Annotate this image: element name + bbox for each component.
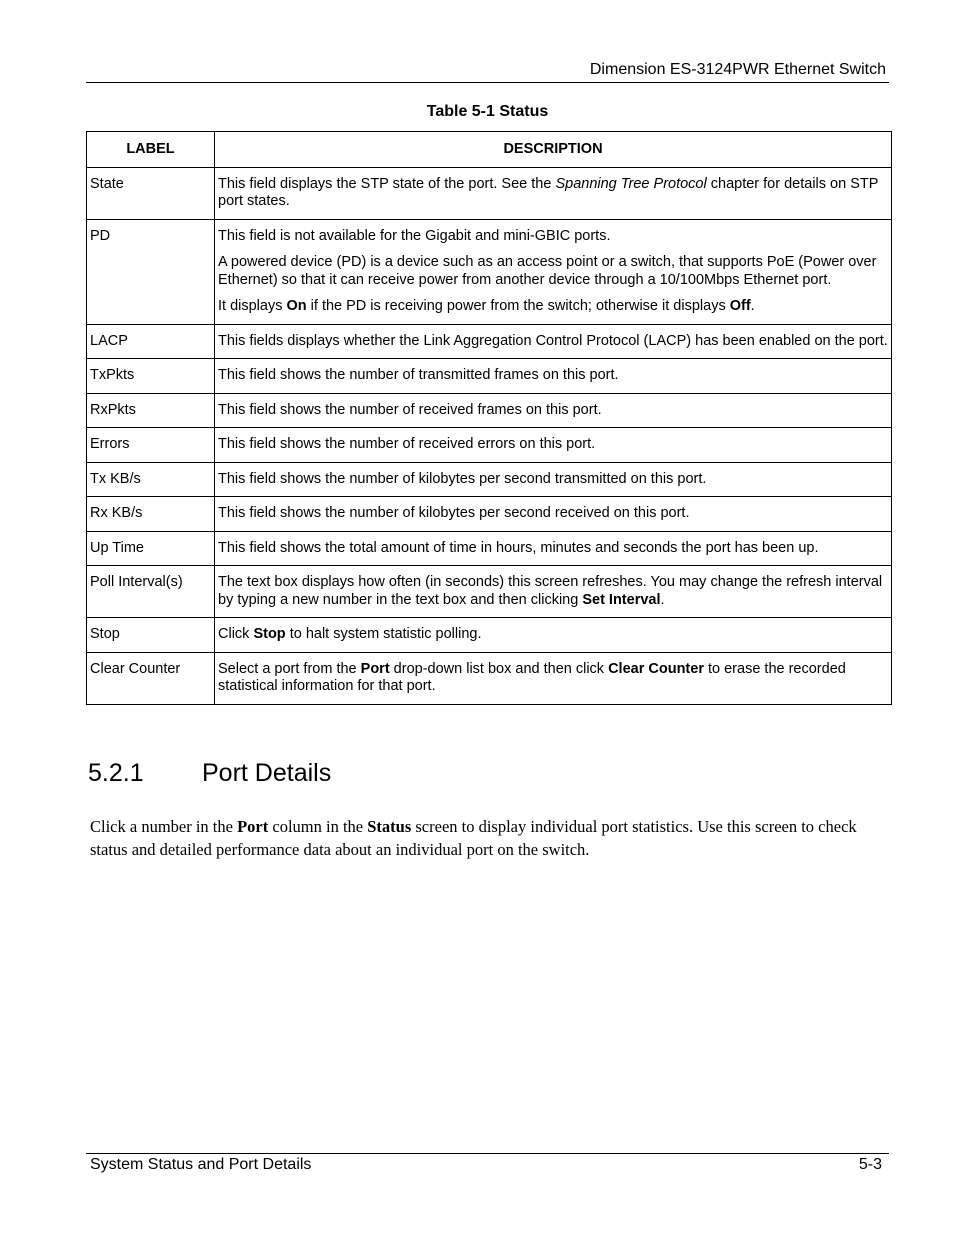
row-description	[215, 359, 892, 394]
row-label: Errors	[87, 428, 215, 463]
table-caption: Table 5-1 Status	[426, 103, 549, 120]
row-description	[215, 219, 892, 324]
status-table	[86, 131, 892, 705]
header-rule	[86, 82, 889, 83]
section-title: Port Details	[202, 759, 332, 787]
description-paragraph	[218, 228, 888, 246]
description-column-header: DESCRIPTION	[215, 132, 892, 168]
text-run: This field shows the number of received errors on this port.	[218, 436, 596, 452]
row-label: Rx KB/s	[87, 497, 215, 532]
text-run: Click a number in the	[90, 817, 238, 836]
row-description	[215, 324, 892, 359]
row-description	[215, 167, 892, 219]
row-description	[215, 652, 892, 704]
text-run: This field shows the number of kilobytes per second transmitted on this port.	[218, 470, 707, 487]
row-label: TxPkts	[87, 359, 215, 394]
description-paragraph	[218, 436, 888, 454]
row-label: PD	[87, 219, 215, 324]
description-paragraph	[218, 402, 888, 420]
text-run: screen to display individual port statistics. Use this screen to check status and detailed performance data about an individual port on the switch.	[90, 817, 857, 859]
text-run: A powered device (PD) is a device such as an access point or a switch, that supports PoE (Power over Ethernet) so that it can receive power from another device through a 10/100Mbps Ethernet port.	[218, 254, 877, 288]
row-label: Clear Counter	[87, 652, 215, 704]
text-run: .	[660, 591, 665, 608]
text-run: It displays	[218, 298, 287, 314]
bold-text: Status	[367, 817, 412, 836]
bold-text: Port	[237, 817, 269, 836]
footer-page-number: 5-3	[858, 1156, 882, 1173]
description-paragraph	[218, 298, 888, 316]
row-label: Stop	[87, 618, 215, 653]
text-run: drop-down list box and then click	[389, 660, 609, 677]
description-paragraph	[218, 661, 888, 696]
row-label: Poll Interval(s)	[87, 566, 215, 618]
text-run: chapter for details on STP port states.	[218, 175, 879, 209]
description-paragraph	[218, 333, 888, 351]
bold-text: On	[286, 298, 307, 314]
table-row	[87, 531, 892, 566]
section-heading	[88, 757, 331, 789]
row-description	[215, 618, 892, 653]
text-run: This field shows the number of received frames on this port.	[218, 401, 602, 418]
bold-text: Stop	[253, 626, 286, 642]
table-row	[87, 428, 892, 463]
description-paragraph	[218, 626, 888, 644]
table-row	[87, 393, 892, 428]
footer-rule	[86, 1153, 889, 1154]
text-run: This field shows the total amount of time in hours, minutes and seconds the port has been up.	[218, 539, 819, 556]
row-label: RxPkts	[87, 393, 215, 428]
row-label: Up Time	[87, 531, 215, 566]
footer-chapter-title: System Status and Port Details	[90, 1156, 312, 1173]
table-row	[87, 497, 892, 532]
text-run: The text box displays how often (in seconds) this screen refreshes. You may change the refresh interval by typing a new number in the text box and then clicking	[218, 574, 883, 608]
text-run: This field displays the STP state of the port. See the	[218, 175, 556, 192]
text-run: column in the	[268, 817, 368, 836]
row-description	[215, 462, 892, 497]
description-paragraph	[218, 471, 888, 489]
row-description	[215, 428, 892, 463]
description-paragraph	[218, 254, 888, 289]
bold-text: Clear Counter	[608, 660, 704, 677]
table-row	[87, 618, 892, 653]
description-paragraph	[218, 574, 888, 609]
row-label: Tx KB/s	[87, 462, 215, 497]
text-run: if the PD is receiving power from the switch; otherwise it displays	[306, 298, 730, 314]
description-paragraph	[218, 505, 888, 523]
text-run: This fields displays whether the Link Aggregation Control Protocol (LACP) has been enabled on the port.	[218, 332, 888, 349]
text-run: This field is not available for the Gigabit and mini-GBIC ports.	[218, 227, 611, 244]
description-paragraph	[218, 367, 888, 385]
row-label: LACP	[87, 324, 215, 359]
table-row	[87, 167, 892, 219]
text-run: .	[750, 298, 755, 314]
row-description	[215, 393, 892, 428]
row-label: State	[87, 167, 215, 219]
table-body	[87, 167, 892, 704]
text-run: This field shows the number of transmitted frames on this port.	[218, 367, 619, 383]
row-description	[215, 566, 892, 618]
table-row	[87, 359, 892, 394]
text-run: to erase the recorded statistical information for that port.	[218, 660, 846, 694]
running-header: Dimension ES-3124PWR Ethernet Switch	[589, 61, 886, 78]
table-row	[87, 566, 892, 618]
section-number: 5.2.1	[88, 759, 144, 787]
table-header-row	[87, 132, 892, 168]
description-paragraph	[218, 540, 888, 558]
table-row	[87, 324, 892, 359]
row-description	[215, 497, 892, 532]
table-row	[87, 652, 892, 704]
row-description	[215, 531, 892, 566]
text-run: Select a port from the	[218, 660, 361, 677]
bold-text: Port	[360, 660, 390, 677]
table-row	[87, 462, 892, 497]
italic-text: Spanning Tree Protocol	[555, 175, 707, 192]
bold-text: Off	[729, 298, 751, 314]
label-column-header: LABEL	[87, 132, 215, 168]
body-paragraph	[90, 815, 860, 861]
description-paragraph	[218, 176, 888, 211]
bold-text: Set Interval	[582, 591, 661, 608]
text-run: to halt system statistic polling.	[285, 626, 482, 642]
text-run: This field shows the number of kilobytes per second received on this port.	[218, 505, 690, 521]
text-run: Click	[218, 626, 254, 642]
table-row	[87, 219, 892, 324]
